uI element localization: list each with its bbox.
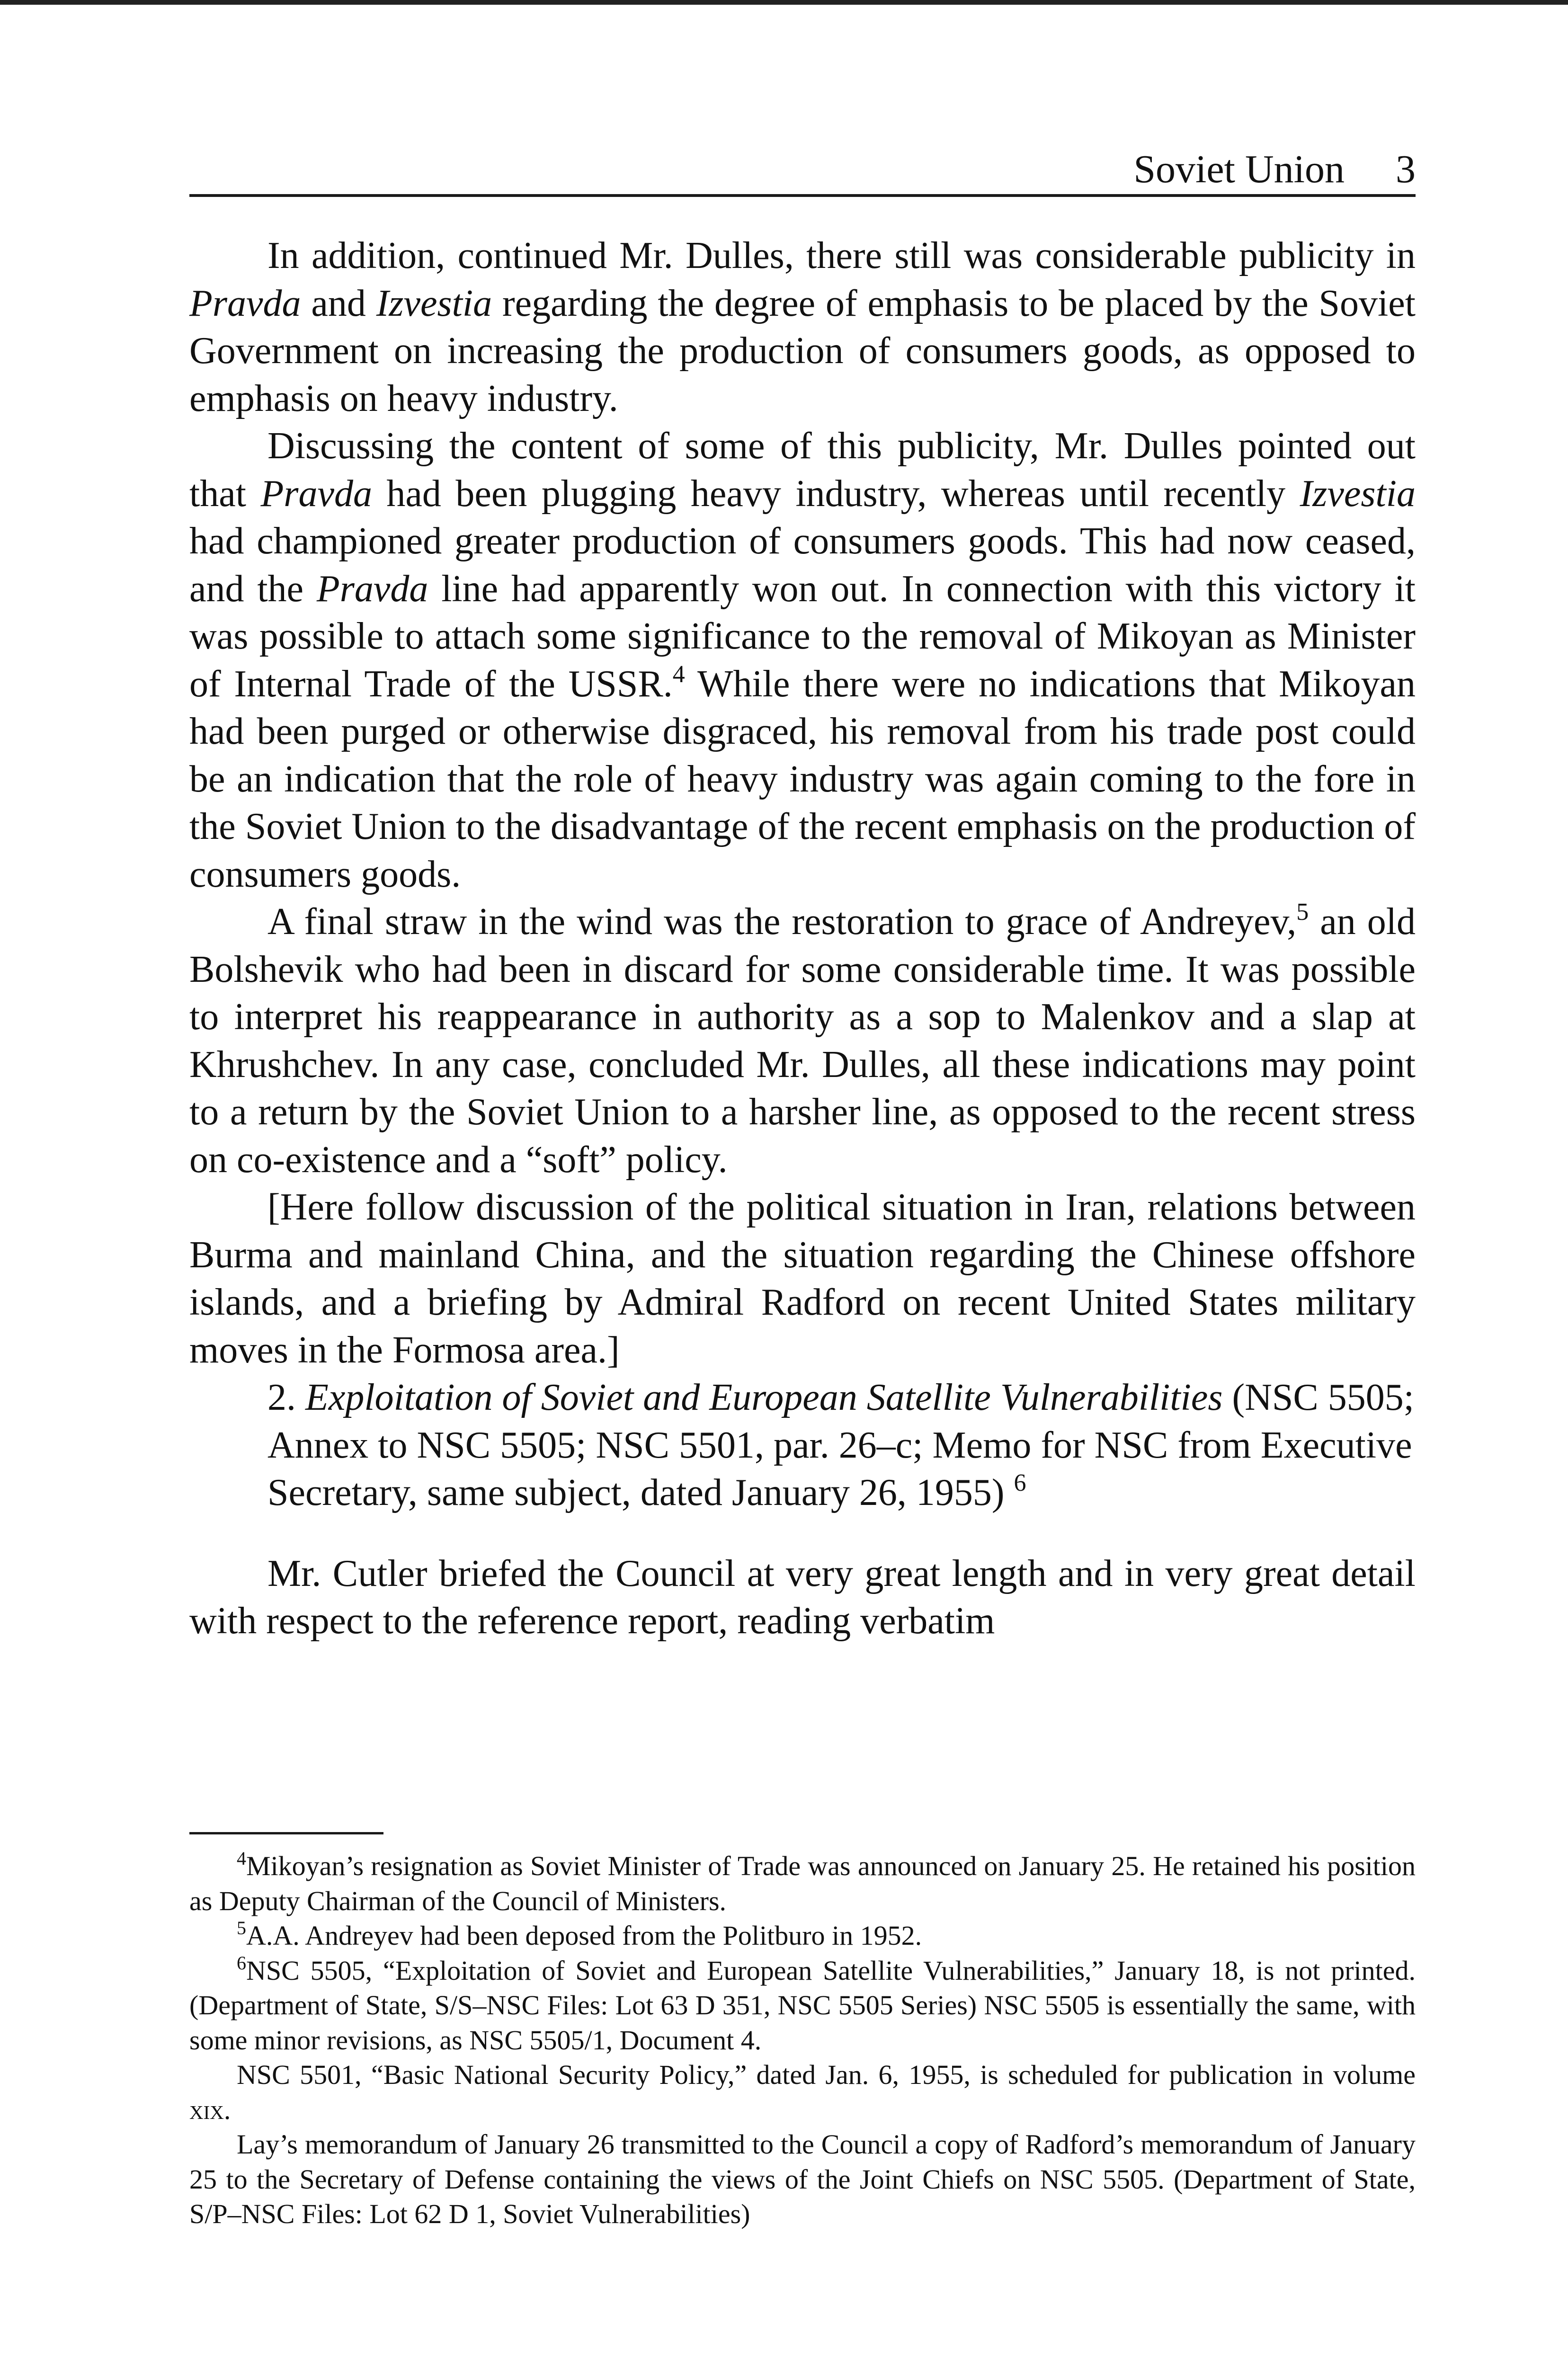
main-text	[189, 232, 1416, 1645]
paragraph-1-text-b: and	[301, 282, 376, 324]
paragraph-3-text-b: an old Bolshevik who had been in discard for some considerable time. It was possible to interpret his reappearance in authority as a sop to Malenkov and a slap at Khrushchev. In any case, concluded Mr. Dulles, all these indications may point to a return by the Soviet Union to a harsher line, as opposed to the recent stress on co-existence and a “soft” policy.	[189, 901, 1416, 1181]
newspaper-name-izvestia: Izvestia	[376, 282, 492, 324]
section-number: 2.	[267, 1377, 296, 1418]
paragraph-5: Mr. Cutler briefed the Council at very great length and in very great detail with respect to the reference report, reading verbatim	[189, 1552, 1416, 1642]
paragraph-2	[189, 422, 1416, 898]
section-references: (NSC 5505; Annex to NSC 5505; NSC 5501, par. 26–c; Memo for NSC from Executive Secretary, same subject, dated January 26, 1955)	[267, 1377, 1414, 1513]
footnote-6b-period: .	[223, 2094, 231, 2125]
footnote-6-number: 6	[237, 1952, 246, 1974]
paragraph-1-text-c: regarding the degree of emphasis to be placed by the Soviet Government on increasing the production of consumers goods, as opposed to emphasis on heavy industry.	[189, 282, 1416, 419]
paragraph-1-text-a: In addition, continued Mr. Dulles, there still was considerable publicity in	[267, 235, 1416, 276]
footnote-5-number: 5	[237, 1917, 246, 1939]
newspaper-name-pravda: Pravda	[260, 472, 372, 515]
footnote-4	[189, 1849, 1416, 1918]
section-title: Exploitation of Soviet and European Satellite Vulnerabilities	[305, 1377, 1223, 1418]
footnote-6-continued-2: Lay’s memorandum of January 26 transmitted to the Council a copy of Radford’s memorandum of January 25 to the Secretary of Defense containing the views of the Joint Chiefs on NSC 5505. (Department of State, S/P–NSC Files: Lot 62 D 1, Soviet Vulnerabilities)	[189, 2129, 1416, 2229]
newspaper-name-pravda: Pravda	[316, 568, 428, 610]
section-heading	[189, 1374, 1427, 1517]
newspaper-name-izvestia: Izvestia	[1300, 472, 1416, 515]
footnote-4-text: Mikoyan’s resignation as Soviet Minister of Trade was announced on January 25. He retained his position as Deputy Chairman of the Council of Ministers.	[189, 1851, 1416, 1916]
paragraph-2-text-d: line had apparently won out. In connection with this victory it was possible to attach some significance to the removal of Mikoyan as Minister of Internal Trade of the USSR.	[189, 568, 1416, 705]
newspaper-name-pravda: Pravda	[189, 282, 301, 324]
volume-number: xix	[189, 2094, 224, 2125]
footnote-divider	[189, 1832, 383, 1834]
footnote-ref-4[interactable]: 4	[672, 660, 685, 688]
page-number: 3	[1396, 147, 1416, 191]
paragraph-2-text-b: had been plugging heavy industry, whereas until recently	[372, 472, 1300, 515]
footnote-ref-5[interactable]: 5	[1296, 899, 1309, 925]
footnote-4-number: 4	[237, 1848, 246, 1869]
paragraph-3	[189, 898, 1416, 1184]
footnote-6-continued-1	[189, 2057, 1416, 2127]
editorial-note: [Here follow discussion of the political situation in Iran, relations between Burma and mainland China, and the situation regarding the Chinese offshore islands, and a briefing by Admiral Radford on recent United States military moves in the Formosa area.]	[189, 1186, 1416, 1371]
running-head-title: Soviet Union	[1133, 147, 1345, 191]
footnote-ref-6[interactable]: 6	[1014, 1469, 1026, 1496]
footnote-6-text: NSC 5505, “Exploitation of Soviet and European Satellite Vulnerabilities,” January 18, is not printed. (Department of State, S/S–NSC Files: Lot 63 D 351, NSC 5505 Series) NSC 5505 is essentially the same, with some minor revisions, as NSC 5505/1, Document 4.	[189, 1955, 1416, 2056]
running-head	[189, 142, 1416, 197]
paragraph-2-text-a: Discussing the content of some of this publicity, Mr. Dulles pointed out that	[189, 425, 1416, 515]
paragraph-2-text-c: had championed greater production of consumers goods. This had now ceased, and the	[189, 520, 1416, 610]
footnote-5	[189, 1918, 1416, 1953]
footnote-5-text: A.A. Andreyev had been deposed from the Politburo in 1952.	[246, 1920, 922, 1951]
footnote-6	[189, 1953, 1416, 2058]
paragraph-2-text-e: While there were no indications that Mikoyan had been purged or otherwise disgraced, his removal from his trade post could be an indication that the role of heavy industry was again coming to the fore in the Soviet Union to the disadvantage of the recent emphasis on the production of consumers goods.	[189, 663, 1416, 895]
paragraph-1	[189, 232, 1416, 422]
footnotes	[189, 1849, 1416, 2232]
footnote-6b-text: NSC 5501, “Basic National Security Policy,” dated Jan. 6, 1955, is scheduled for publication in volume	[237, 2059, 1416, 2090]
paragraph-3-text-a: A final straw in the wind was the restoration to grace of Andreyev,	[267, 901, 1297, 943]
scan-top-border	[0, 0, 1568, 5]
